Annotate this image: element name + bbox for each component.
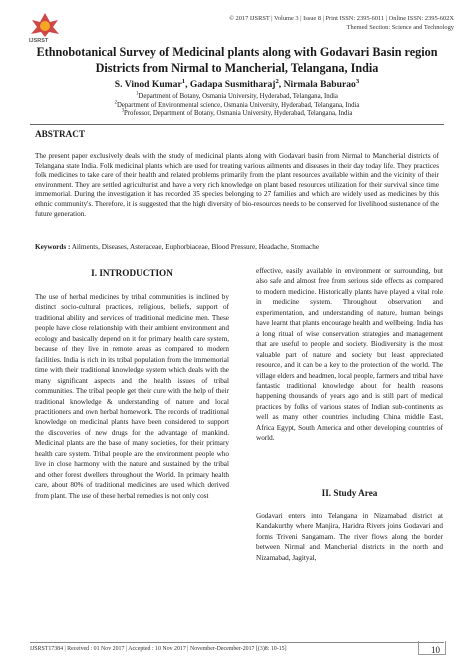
affiliation-1-text: Department of Botany, Osmania University, Hyderabad, Telangana, India (138, 93, 338, 100)
abstract-heading: ABSTRACT (35, 129, 86, 139)
footer-divider (30, 642, 444, 643)
keywords (35, 243, 439, 253)
author-2-sup: 2 (275, 77, 279, 85)
author-3-sup: 3 (355, 77, 360, 85)
author-list (20, 79, 454, 90)
header-line-2: Themed Section: Science and Technology (346, 24, 454, 31)
logo-text: IJSRST (29, 38, 49, 44)
divider (30, 124, 444, 125)
page-number: 10 (431, 645, 440, 655)
abstract-body: The present paper exclusively deals with the study of medicinal plants along with Godavari basin from Nirmal to Mancherial districts of Telangana state India. Folk medicinal plants which are used for treating various ailments and diseases in their day today life. They practices folk medicines to take care of their health and related problems primarily from the plant resources available within and the vicinity of their environment. They are settled agriculturist and have a very rich knowledge on plant based resources utilization for their survival since time immemorial. During the investigation it has recorded 35 species belonging to 27 families and which are widely used as medicines by this ethnic community's. Therefore, it is suggested that the high diversity of bio-resources needs to be conserved for livelihood sustenance of the future generation. (35, 152, 439, 218)
footer-citation: IJSRST17384 | Received : 01 Nov 2017 | Accepted : 10 Nov 2017 | November-December-2017 [(3)8: 10-15] (30, 646, 287, 652)
affiliation-3-text: Professor, Department of Botany, Osmania University, Hyderabad, Telangana, India (124, 110, 353, 118)
affiliation-1-sup: 1 (136, 91, 139, 97)
keywords-text: Ailments, Diseases, Asteraceae, Euphorbiaceae, Blood Pressure, Headache, Stomache (70, 243, 320, 251)
author-3: , Nirmala Baburao (278, 79, 356, 90)
affiliation-3-sup: 3 (121, 108, 125, 114)
affiliation-1 (20, 93, 454, 102)
paper-title (20, 44, 454, 76)
keywords-label: Keywords : (35, 243, 71, 251)
section-heading-introduction: I. INTRODUCTION (91, 268, 173, 278)
header-line-1: © 2017 IJSRST | Volume 3 | Issue 8 | Print ISSN: 2395-6011 | Online ISSN: 2395-602X (229, 15, 454, 22)
introduction-left-column: The use of herbal medicines by tribal communities is inclined by distinct socio-cultural practices, religious, beliefs, support of traditional ability and services of traditional medicine men. These people have close relationship with their ambient environment and ecology and basically depend on it for primary health care system, because of they live in remote areas as compared to modern facilities. India is rich in its tribal population from the immemorial time with their traditional knowledge system which deals with the many significant aspects and the health issues of tribal communities. The tribal people get their cure with the help of their traditional knowledge & understanding of nature and local practitioners and own herbal homework. The records of traditional knowledge on medicinal plants have been considered to support the discoveries of new drugs for the advantage of mankind. Medicinal plants are the base of many societies, for their primary health care system. Tribal people are the environment people who live in close harmony with the nature and sustained by the tribal and other forest dwellers throughout the World. In primary health care, about 80% of traditional medicines are used which derived from plant. The use of these herbal remedies is not only cost (35, 293, 229, 500)
author-1-sup: 1 (181, 77, 186, 85)
title-line-1: Ethnobotanical Survey of Medicinal plants along with Godavari Basin region (36, 45, 438, 59)
author-2: , Gadapa Susmitharaj (185, 79, 276, 90)
affiliation-3 (20, 110, 454, 119)
study-area-text: Godavari enters into Telangana in Nizamabad district at Kandakurthy where Manjira, Haridra Rivers joins Godavari and forms Triveni Sangamam. The river flows along the border between Nirmal and Mancherial districts in the north and Nizamabad, Jagityal, (256, 512, 443, 562)
affiliation-2-sup: 2 (114, 100, 117, 106)
affiliation-2-text: Department of Environmental science, Osmania University, Hyderabad, Telangana, India (116, 101, 360, 109)
affiliations (20, 93, 454, 119)
journal-header (229, 14, 454, 32)
section-heading-study-area: II. Study Area (321, 488, 378, 498)
title-line-2: Districts from Nirmal to Mancherial, Telangana, India (95, 61, 379, 75)
journal-logo-icon (30, 12, 60, 38)
affiliation-2 (20, 102, 454, 111)
author-1: S. Vinod Kumar (114, 79, 182, 90)
introduction-right-column: effective, easily available in environment or surrounding, but also safe and almost free from serious side effects as compared to modern medicine. Historically plants have played a vital role in medicine system. Throughout observation and experimentation, and understanding of nature, human beings have learnt that plants encourage health and wellbeing. India has a long ritual of wise conservation strategies and management that are useful to people and society. Biodiversity is the most valuable part of nature and society but least appreciated resource, and it can be a key to the protection of the world. The village elders and headmen, local people, farmers and tribal have fantastic traditional knowledge about for health reasons happening thousands of years ago and is still part of medical practices by folks of various states of Indian sub-continents as well as many other countries including China middle East, Africa Egypt, South America and other developing countries of world. (256, 267, 443, 443)
